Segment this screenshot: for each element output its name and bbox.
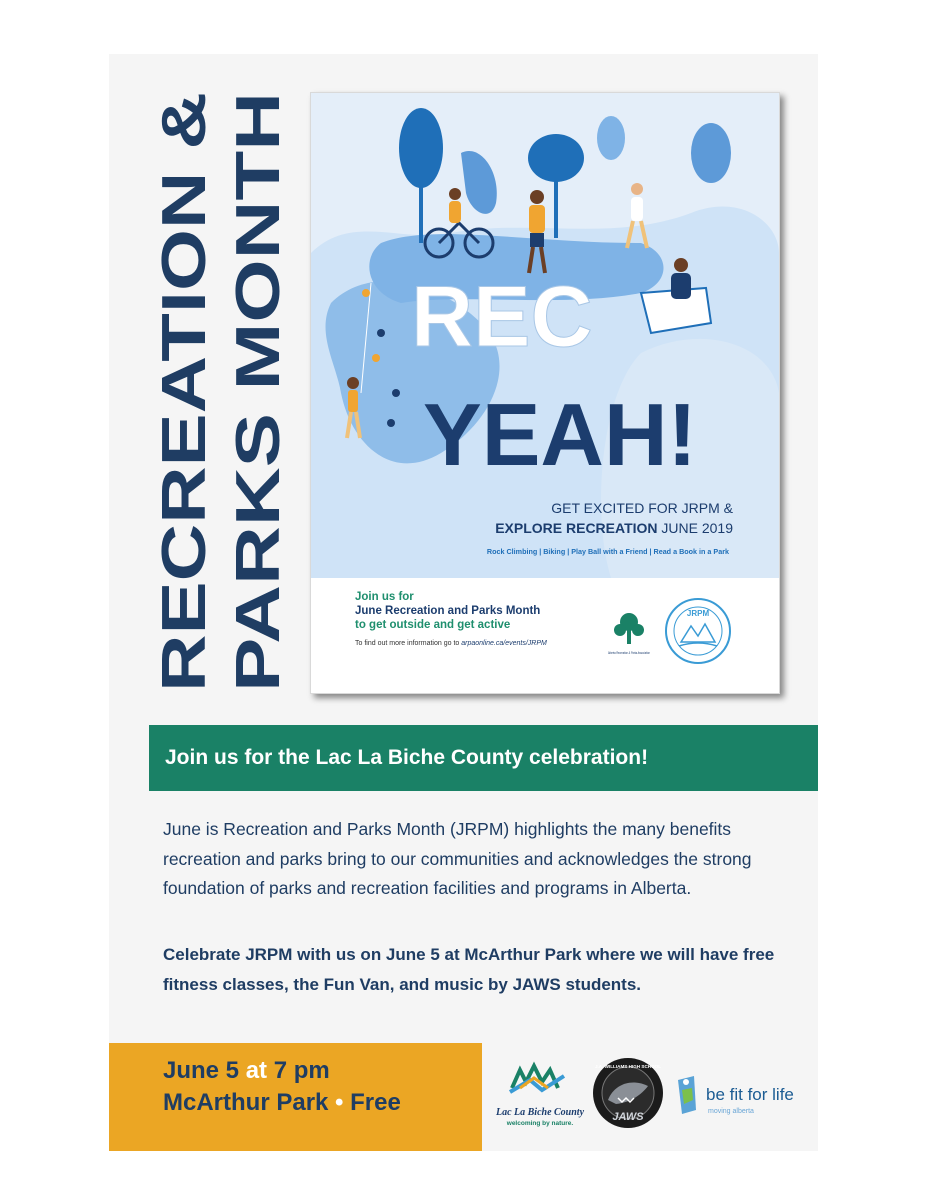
event-date-line — [163, 1055, 482, 1087]
jrpm-logo-text: JRPM — [686, 609, 710, 618]
poster-headline-rec: REC — [411, 269, 593, 365]
intro-paragraph: June is Recreation and Parks Month (JRPM) highlights the many benefits recreation and parks bring to our communities and acknowledges the strong foundation of parks and recreation facilities and programs in Alberta. — [163, 819, 752, 898]
event-price: Free — [350, 1089, 401, 1116]
vertical-title — [145, 88, 293, 696]
bffl-name: be fit for life — [706, 1085, 794, 1104]
event-date-box — [109, 1043, 482, 1151]
poster-headline-yeah: YEAH! — [423, 385, 697, 484]
poster-tagline-1: GET EXCITED FOR JRPM & — [551, 500, 733, 516]
event-at: at — [245, 1057, 268, 1084]
poster-info — [355, 640, 547, 647]
arpa-logo-text: Alberta Recreation & Parks Association — [608, 651, 650, 655]
llbc-name: Lac La Biche County — [495, 1107, 585, 1118]
poster-tagline-2-rest: JUNE 2019 — [661, 520, 733, 536]
jrpm-poster — [310, 92, 780, 694]
vertical-title-line1: RECREATION & — [150, 224, 219, 692]
arpa-logo — [607, 608, 651, 664]
event-bullet: • — [335, 1089, 344, 1116]
event-date: June 5 — [163, 1057, 240, 1084]
poster-info-url: arpaonline.ca/events/JRPM — [461, 640, 547, 647]
poster-join-text — [355, 590, 540, 632]
poster-join-line1: Join us for — [355, 591, 414, 603]
svg-text:EXPLORE RECREATION — [495, 520, 733, 536]
celebrate-paragraph: Celebrate JRPM with us on June 5 at McArthur Park where we will have free fitness classes, the Fun Van, and music by JAWS students. — [163, 945, 775, 994]
poster-artwork — [311, 93, 779, 578]
celebration-banner: Join us for the Lac La Biche County celebration! — [149, 725, 818, 791]
poster-join-line2: June Recreation and Parks Month — [355, 605, 541, 617]
bffl-tagline: moving alberta — [708, 1108, 754, 1115]
be-fit-for-life-logo — [672, 1070, 812, 1120]
vertical-title-line2: PARKS MONTH — [224, 235, 293, 692]
poster-footer — [311, 578, 779, 693]
jaws-school-name: J.A. WILLIAMS HIGH SCHOOL — [594, 1064, 662, 1069]
vertical-title-svg — [145, 88, 293, 696]
jrpm-logo — [663, 596, 733, 666]
event-location-line — [163, 1087, 482, 1119]
poster-tagline-2-bold: EXPLORE RECREATION — [495, 520, 658, 536]
llbc-tagline: welcoming by nature. — [506, 1120, 574, 1127]
jaws-short-name: JAWS — [612, 1111, 644, 1123]
poster-info-text: To find out more information go to — [355, 640, 460, 647]
event-location: McArthur Park — [163, 1089, 329, 1116]
lac-la-biche-county-logo — [490, 1058, 590, 1130]
poster-join-line3: to get outside and get active — [355, 619, 511, 631]
event-time: 7 pm — [273, 1057, 330, 1084]
jaws-logo — [592, 1054, 664, 1132]
poster-activities: Rock Climbing | Biking | Play Ball with a Friend | Read a Book in a Park — [486, 547, 729, 556]
